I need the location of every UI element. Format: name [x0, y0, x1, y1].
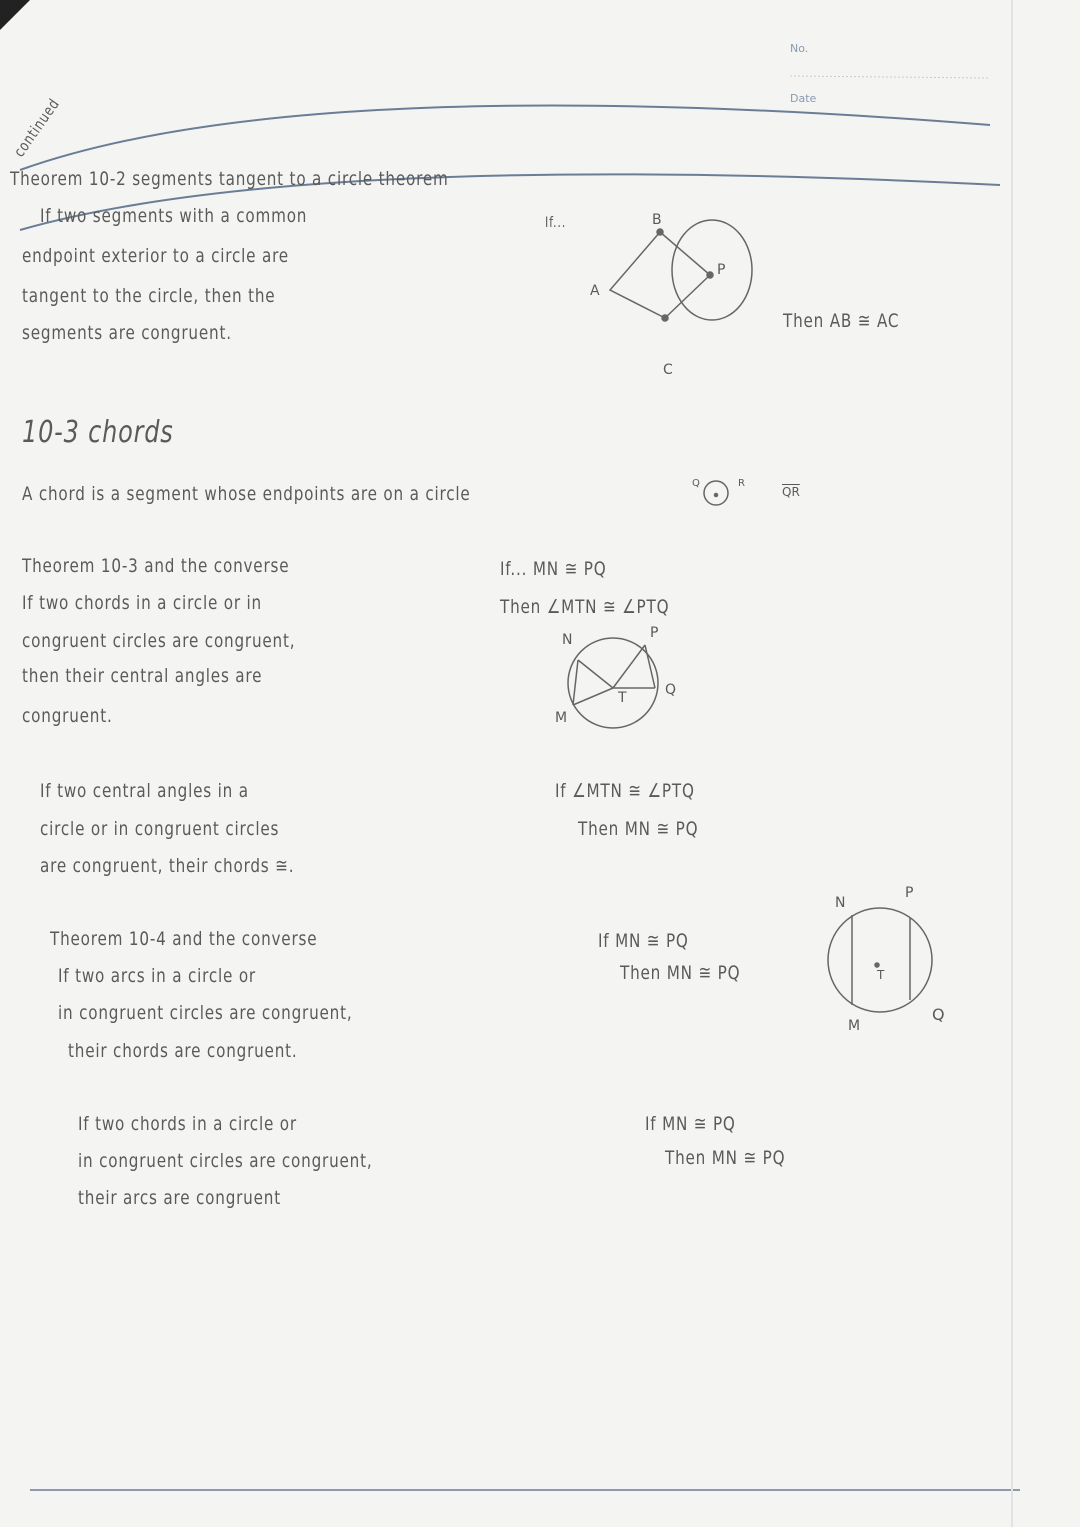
label-m: M [555, 710, 568, 726]
label-n: N [562, 632, 573, 648]
thm10-2-line: segments are congruent. [22, 322, 232, 344]
continued-label: continued [10, 95, 64, 161]
label-p: P [717, 262, 726, 278]
converse10-3-then: Then MN ≅ PQ [578, 818, 699, 840]
thm10-4-if: If MN ≅ PQ [598, 930, 689, 952]
label-c: C [663, 362, 673, 378]
thm10-3-line: then their central angles are [22, 665, 263, 687]
thm10-3-if: If... MN ≅ PQ [500, 558, 607, 580]
thm10-2-then: Then AB ≅ AC [783, 310, 900, 332]
converse10-3-line: If two central angles in a [40, 780, 249, 802]
label-q: Q [665, 682, 677, 698]
label-n: N [835, 895, 846, 911]
thm10-3-line: If two chords in a circle or in [22, 592, 262, 614]
thm10-3-line: congruent. [22, 705, 113, 727]
label-q: Q [932, 1005, 945, 1024]
converse10-4-if: If MN ≅ PQ [645, 1113, 736, 1135]
thm10-3-then: Then ∠MTN ≅ ∠PTQ [500, 596, 670, 618]
thm10-4-then: Then MN ≅ PQ [620, 962, 741, 984]
thm10-3-line: congruent circles are congruent, [22, 630, 296, 652]
label-p: P [905, 885, 914, 901]
tangent-diagram [610, 220, 752, 321]
thm10-4-title: Theorem 10-4 and the converse [50, 928, 318, 950]
label-p: P [650, 625, 659, 641]
converse10-4-line: in congruent circles are congruent, [78, 1150, 373, 1172]
converse10-3-line: circle or in congruent circles [40, 818, 280, 840]
thm10-2-line: tangent to the circle, then the [22, 285, 276, 307]
thm10-2-title: Theorem 10-2 segments tangent to a circle theorem [10, 168, 449, 190]
thm10-4-line: in congruent circles are congruent, [58, 1002, 353, 1024]
arc-chord-diagram [828, 908, 932, 1012]
central-angle-diagram [568, 638, 658, 728]
thm10-2-line: endpoint exterior to a circle are [22, 245, 289, 267]
label-t: T [618, 690, 627, 706]
label-m: M [848, 1018, 861, 1034]
chord-definition: A chord is a segment whose endpoints are on a circle [22, 483, 471, 505]
thm10-2-line: If two segments with a common [40, 205, 308, 227]
thm10-4-line: their chords are congruent. [68, 1040, 298, 1062]
label-q: Q [692, 478, 700, 489]
converse10-4-then: Then MN ≅ PQ [665, 1147, 786, 1169]
label-r: R [738, 478, 745, 489]
label-b: B [652, 212, 662, 228]
converse10-3-if: If ∠MTN ≅ ∠PTQ [555, 780, 695, 802]
date-label: Date [790, 92, 817, 105]
converse10-4-line: their arcs are congruent [78, 1187, 281, 1209]
converse10-3-line: are congruent, their chords ≅. [40, 855, 295, 877]
converse10-4-line: If two chords in a circle or [78, 1113, 297, 1135]
section-title: 10-3 chords [22, 415, 174, 450]
label-a: A [590, 283, 600, 299]
circle-symbol [704, 481, 728, 505]
chord-qr: $\overline{QR}$ [782, 485, 800, 499]
label-t: T [877, 968, 885, 982]
no-label: No. [790, 42, 809, 55]
thm10-2-if: If... [545, 215, 567, 231]
thm10-3-title: Theorem 10-3 and the converse [22, 555, 290, 577]
thm10-4-line: If two arcs in a circle or [58, 965, 256, 987]
